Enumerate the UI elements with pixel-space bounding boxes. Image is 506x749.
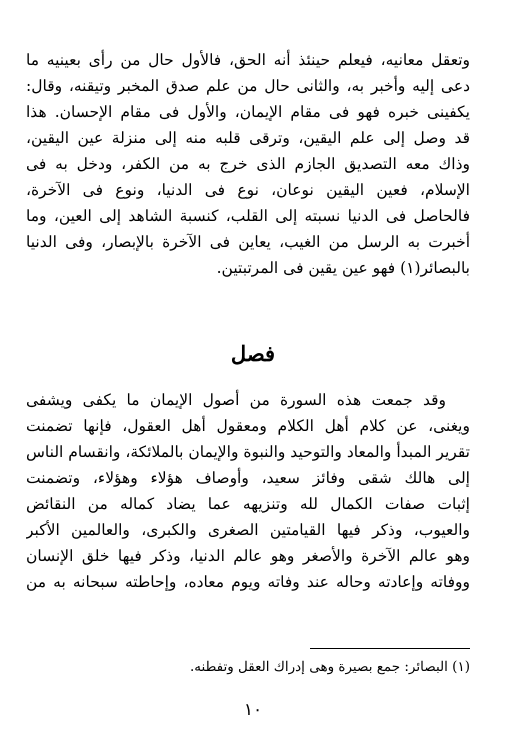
text-line: أخبرت به الرسل من الغيب، يعاين فى الآخرة بالإبصار، وفى الدنيا — [26, 233, 470, 251]
footnote: (١) البصائر: جمع بصيرة وهى إدراك العقل وتفطنه. — [189, 659, 470, 675]
footnote-divider — [310, 648, 470, 649]
text-line: وقد جمعت هذه السورة من أصول الإيمان ما يكفى ويشفى — [26, 391, 446, 409]
text-line: بالبصائر(١) فهو عين يقين فى المرتبتين. — [216, 259, 470, 277]
section-heading: فصل — [230, 341, 276, 366]
text-line: وتعقل معانيه، فيعلم حينئذ أنه الحق، فالأول حال من رأى بعينيه ما — [26, 51, 470, 69]
text-line: إثبات صفات الكمال لله وتنزيهه عما يضاد كماله من النقائض — [26, 495, 470, 513]
text-line: فالحاصل فى الدنيا نسبته إلى القلب، كنسبة الشاهد إلى العين، وما — [26, 207, 470, 225]
text-line: وذاك معه التصديق الجازم الذى خرج به من الكفر، ودخل به فى — [26, 155, 470, 173]
text-line: تقرير المبدأ والمعاد والتوحيد والنبوة والإيمان بالملائكة، وانقسام الناس — [26, 443, 470, 461]
text-line: ووفاته وإعادته وحاله عند وفاته ويوم معاده، وإحاطته سبحانه به من — [26, 573, 470, 591]
text-line: وهو عالم الآخرة والأصغر وهو عالم الدنيا، وذكر فيها خلق الإنسان — [26, 547, 470, 565]
text-line: إلى هالك شقى وفائز سعيد، وأوصاف هؤلاء وهؤلاء، وتضمنت — [26, 469, 470, 487]
text-line: قد وصل إلى علم اليقين، وترقى قلبه منه إلى منزلة عين اليقين، — [26, 129, 470, 147]
text-line: دعى إليه وأخبر به، والثانى حال من علم صدق المخبر وتيقنه، وقال: — [26, 77, 470, 95]
text-line: والعيوب، وذكر فيها القيامتين الصغرى والكبرى، والعالمين الأكبر — [26, 521, 470, 539]
text-line: يكفينى خبره فهو فى مقام الإيمان، والأول فى مقام الإحسان. هذا — [26, 103, 470, 121]
text-line: الإسلام، فعين اليقين نوعان، نوع فى الدنيا، ونوع فى الآخرة، — [26, 181, 470, 199]
page-number: ١٠ — [243, 700, 263, 720]
text-line: ويغنى، عن كلام أهل الكلام ومعقول أهل العقول، فإنها تضمنت — [26, 417, 470, 435]
